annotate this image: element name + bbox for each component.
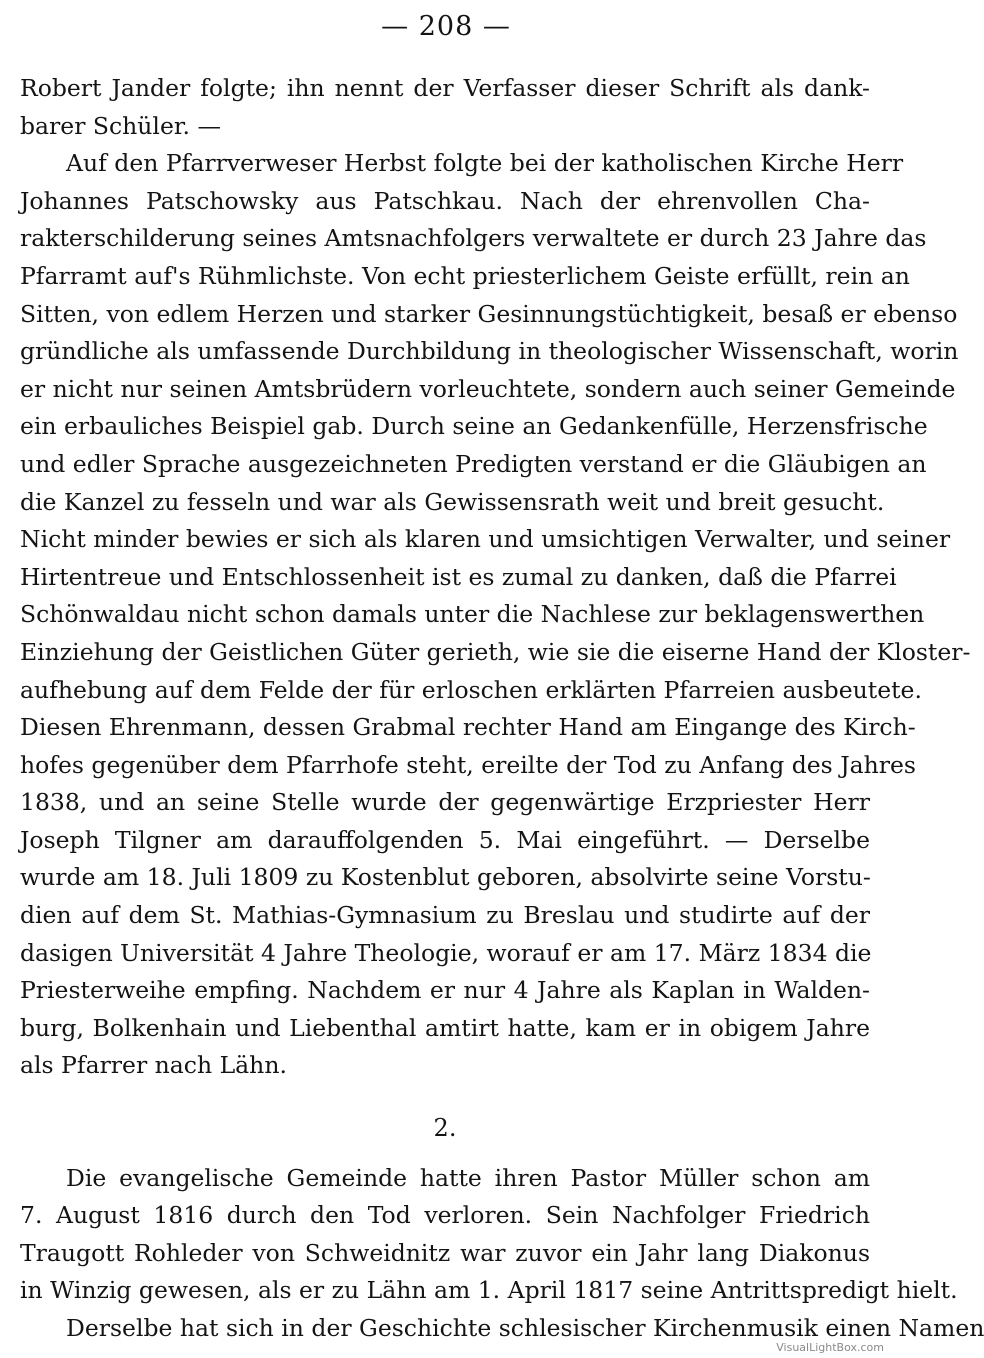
text-line: Die evangelische Gemeinde hatte ihren Pastor Müller schon am (66, 1163, 870, 1192)
text-line: dien auf dem St. Mathias-Gymnasium zu Breslau und studirte auf der (20, 901, 870, 930)
text-line: Auf den Pfarrverweser Herbst folgte bei der katholischen Kirche Herr (66, 149, 904, 178)
page-number-header: — 208 — (381, 11, 511, 42)
text-line: Johannes Patschowsky aus Patschkau. Nach der ehrenvollen Cha- (20, 186, 870, 215)
text-line: rakterschilderung seines Amtsnachfolgers verwaltete er durch 23 Jahre das (20, 224, 927, 253)
text-line: Robert Jander folgte; ihn nennt der Verfasser dieser Schrift als dank- (20, 74, 870, 102)
text-line: in Winzig gewesen, als er zu Lähn am 1. April 1817 seine Antrittspredigt hielt. (20, 1276, 958, 1305)
text-line: 7. August 1816 durch den Tod verloren. Sein Nachfolger Friedrich (20, 1201, 870, 1230)
text-line: er nicht nur seinen Amtsbrüdern vorleuchtete, sondern auch seiner Gemeinde (20, 374, 956, 403)
text-line: und edler Sprache ausgezeichneten Predigten verstand er die Gläubigen an (20, 449, 927, 478)
watermark-text: VisualLightBox.com (776, 1341, 884, 1354)
text-line: Sitten, von edlem Herzen und starker Gesinnungstüchtigkeit, besaß er ebenso (20, 299, 958, 328)
text-line: Joseph Tilgner am darauffolgenden 5. Mai eingeführt. — Derselbe (20, 825, 870, 854)
text-line: burg, Bolkenhain und Liebenthal amtirt hatte, kam er in obigem Jahre (20, 1013, 870, 1042)
text-line: wurde am 18. Juli 1809 zu Kostenblut geboren, absolvirte seine Vorstu- (20, 863, 871, 892)
text-line: Priesterweihe empfing. Nachdem er nur 4 Jahre als Kaplan in Walden- (20, 976, 870, 1005)
text-line: Einziehung der Geistlichen Güter gerieth, wie sie die eiserne Hand der Kloster- (20, 637, 971, 666)
text-line: hofes gegenüber dem Pfarrhofe steht, ereilte der Tod zu Anfang des Jahres (20, 750, 916, 779)
paragraph-1 (20, 70, 870, 145)
text-line: Derselbe hat sich in der Geschichte schlesischer Kirchenmusik einen Namen (66, 1314, 984, 1342)
text-line: gründliche als umfassende Durchbildung in theologischer Wissenschaft, worin (20, 337, 959, 366)
section-number: 2. (433, 1114, 457, 1143)
text-line: 1838, und an seine Stelle wurde der gegenwärtige Erzpriester Herr (20, 788, 870, 817)
text-line: die Kanzel zu fesseln und war als Gewissensrath weit und breit gesucht. (20, 487, 885, 516)
text-line: aufhebung auf dem Felde der für erloschen erklärten Pfarreien ausbeutete. (20, 675, 922, 704)
text-line: als Pfarrer nach Lähn. (20, 1051, 287, 1080)
paragraph-2 (20, 145, 971, 1085)
text-line: Schönwaldau nicht schon damals unter die Nachlese zur beklagenswerthen (20, 600, 925, 629)
text-line: Pfarramt auf's Rühmlichste. Von echt priesterlichem Geiste erfüllt, rein an (20, 261, 910, 290)
text-line: Diesen Ehrenmann, dessen Grabmal rechter Hand am Eingange des Kirch- (20, 713, 916, 742)
text-line: ein erbauliches Beispiel gab. Durch seine an Gedankenfülle, Herzensfrische (20, 412, 928, 441)
text-line: dasigen Universität 4 Jahre Theologie, worauf er am 17. März 1834 die (20, 938, 872, 967)
text-line: Nicht minder bewies er sich als klaren und umsichtigen Verwalter, und seiner (20, 525, 951, 554)
text-line: Hirtentreue und Entschlossenheit ist es zumal zu danken, daß die Pfarrei (20, 562, 897, 591)
text-line: barer Schüler. — (20, 111, 221, 140)
text-line: Traugott Rohleder von Schweidnitz war zuvor ein Jahr lang Diakonus (20, 1238, 870, 1267)
